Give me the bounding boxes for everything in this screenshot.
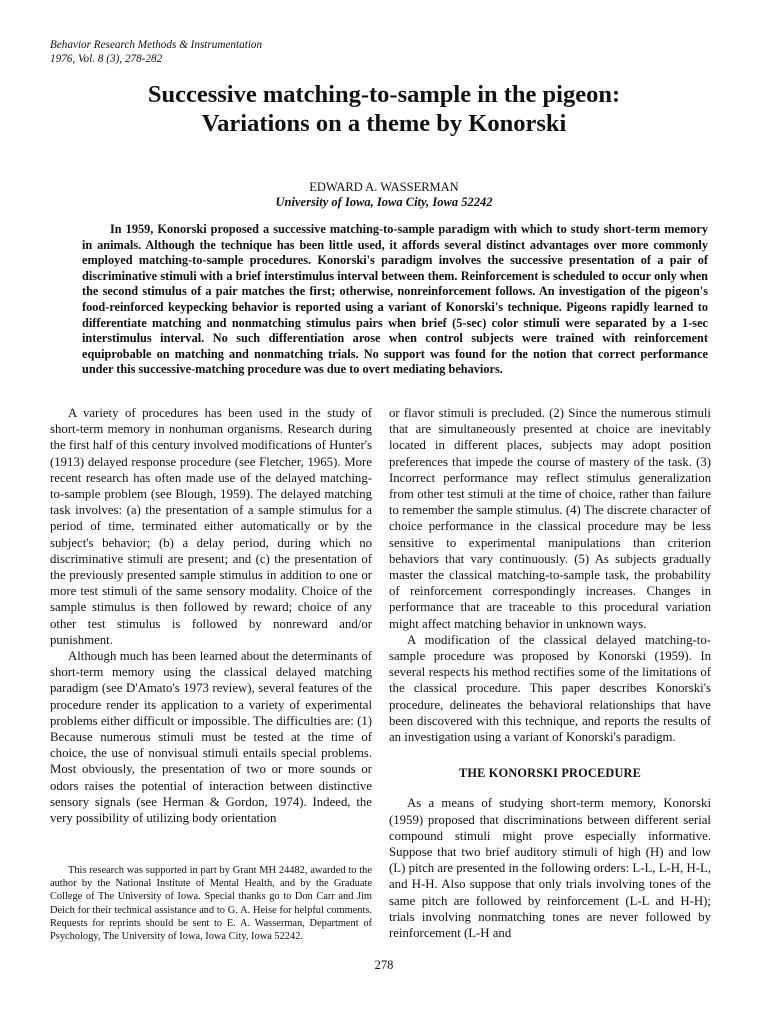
title-line-2: Variations on a theme by Konorski — [201, 110, 567, 137]
body-paragraph: Although much has been learned about the determinants of short-term memory using the classical delayed matching paradigm (see D'Amato's 1973 review), several features of the procedure render its application to a variety of experimental problems either difficult or impossible. The difficulties are: (1) Because numerous stimuli must be tested at the time of choice, the use of nonvisual stimuli entails special problems. Most obviously, the presentation of two or more sounds or odors raises the potential of interaction between distinctive sensory signals (see Herman & Gordon, 1974). Indeed, the very possibility of utilizing body orientation — [50, 649, 372, 826]
right-column — [389, 405, 711, 941]
body-paragraph: As a means of studying short-term memory, Konorski (1959) proposed that discriminations between different serial compound stimuli might prove especially informative. Suppose that two brief auditory stimuli of high (H) and low (L) pitch are presented in the following orders: L-L, L-H, H-L, and H-H. Also suppose that only trials involving tones of the same pitch are followed by reinforcement (L-L and H-H); trials involving nonmatching tones are never followed by reinforcement (L-H and — [389, 796, 711, 941]
body-paragraph: or flavor stimuli is precluded. (2) Since the numerous stimuli that are simultaneously presented at choice are inevitably located in different places, subjects may adopt position preferences that impede the course of mastery of the task. (3) Incorrect performance may reflect stimulus generalization from other test stimuli at the time of choice, rather than failure to remember the sample stimulus. (4) The discrete character of choice performance in the classical procedure may be less sensitive to experimental manipulations than criterion behaviors that vary continuously. (5) As subjects gradually master the classical matching-to-sample task, the probability of reinforcement correspondingly increases. Changes in performance that are traceable to this procedural variation might affect matching behavior in unknown ways. — [389, 406, 711, 631]
abstract: In 1959, Konorski proposed a successive matching-to-sample paradigm with which to study short-term memory in animals. Although the technique has been little used, it affords several distinct advantages over more commonly employed matching-to-sample procedures. Konorski's paradigm involves the successive presentation of a pair of discriminative stimuli with a brief interstimulus interval between them. Reinforcement is scheduled to occur only when the second stimulus of a pair matches the first; otherwise, nonreinforcement follows. An investigation of the pigeon's food-reinforced keypecking behavior is reported using a variant of Konorski's technique. Pigeons rapidly learned to differentiate matching and nonmatching stimulus pairs when brief (5-sec) color stimuli were separated by a 1-sec interstimulus interval. No such differentiation arose when control subjects were trained with reinforcement equiprobable on matching and nonmatching trials. No support was found for the notion that correct performance under this successive-matching procedure was due to overt mediating behaviors. — [82, 222, 708, 377]
footnote: This research was supported in part by Grant MH 24482, awarded to the author by the National Institute of Mental Health, and by the Graduate College of The University of Iowa. Special thanks go to Don Carr and Jim Deich for their technical assistance and to G. A. Heise for helpful comments. Requests for reprints should be sent to E. A. Wasserman, Department of Psychology, The University of Iowa, Iowa City, Iowa 52242. — [50, 865, 372, 943]
body-paragraph: A variety of procedures has been used in the study of short-term memory in nonhuman organisms. Research during the first half of this century involved modifications of Hunter's (1913) delayed response procedure (see Fletcher, 1965). More recent research has often made use of the delayed matching-to-sample problem (see Blough, 1959). The delayed matching task involves: (a) the presentation of a sample stimulus for a period of time, terminated either automatically or by the subject's behavior; (b) a delay period, during which no discriminative stimuli are present; and (c) the presentation of the previously presented sample stimulus in addition to one or more test stimuli of the same sensory modality. Choice of the sample stimulus is then followed by reward; choice of any other test stimulus is followed by nonreward and/or punishment. — [50, 406, 372, 647]
journal-header — [50, 38, 370, 66]
author-affiliation: University of Iowa, Iowa City, Iowa 52242 — [275, 195, 493, 209]
section-heading: THE KONORSKI PROCEDURE — [458, 766, 642, 781]
body-paragraph: A modification of the classical delayed matching-to-sample procedure was proposed by Konorski (1959). In several respects his method rectifies some of the limitations of the classical procedure. This paper describes Konorski's procedure, delineates the behavioral relationships that have been discovered with this technique, and reports the results of an investigation using a variant of Konorski's paradigm. — [389, 632, 711, 745]
author-name: EDWARD A. WASSERMAN — [309, 180, 459, 194]
journal-citation: 1976, Vol. 8 (3), 278-282 — [50, 53, 163, 65]
article-title — [40, 80, 728, 138]
left-column — [50, 405, 372, 826]
page-number: 278 — [374, 958, 394, 972]
journal-name: Behavior Research Methods & Instrumentation — [50, 39, 263, 51]
title-line-1: Successive matching-to-sample in the pigeon: — [147, 81, 621, 108]
